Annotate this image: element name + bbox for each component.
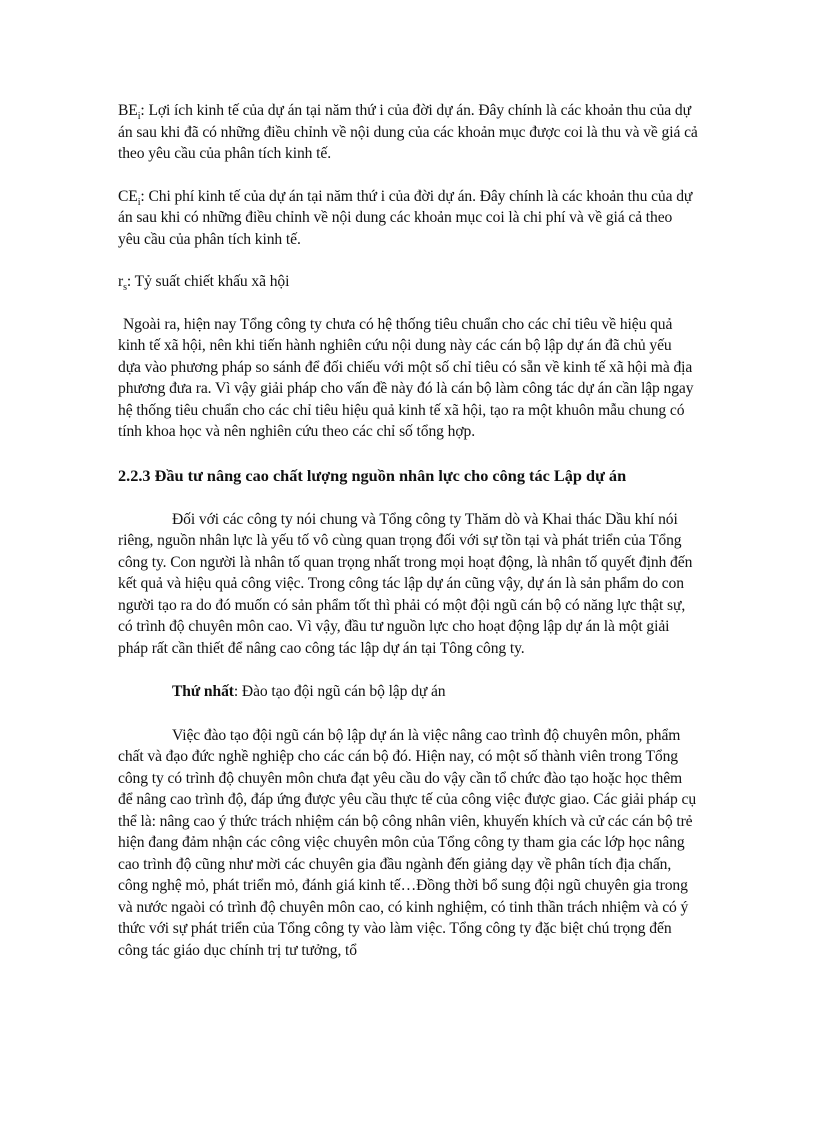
- definition-ce-text: : Chi phí kinh tế của dự án tại năm thứ i của đời dự án. Đây chính là các khoản thu của dự án sau khi có những điều chỉnh về nội dung các khoản mục coi là chi phí và về giá cả theo yêu cầu của phân tích kinh tế.: [118, 187, 693, 248]
- definition-be-text: : Lợi ích kinh tế của dự án tại năm thứ i của đời dự án. Đây chính là các khoản thu của dự án sau khi đã có những điều chỉnh về nội dung của các khoản mục được coi là thu và về giá cả theo yêu cầu của phân tích kinh tế.: [118, 102, 698, 162]
- section-heading: 2.2.3 Đầu tư nâng cao chất lượng nguồn nhân lực cho công tác Lập dự án: [118, 465, 627, 485]
- subscript-ce: i: [137, 196, 141, 208]
- subhead-label: Thứ nhất: [172, 683, 234, 700]
- paragraph-section: Đối với các công ty nói chung và Tổng công ty Thăm dò và Khai thác Dầu khí nói riêng, nguồn nhân lực là yếu tố vô cùng quan trọng đối với sự tồn tại và phát triển của Tổng công ty. Con người là nhân tố quan trọng nhất trong mọi hoạt động, là nhân tố quyết định đến kết quả và hiệu quả công việc. Trong công tác lập dự án cũng vậy, dự án là sản phẩm do con người tạo ra do đó muốn có sản phẩm tốt thì phải có một đội ngũ cán bộ có năng lực thật sự, có trình độ chuyên môn cao. Vì vậy, đầu tư nguồn lực cho hoạt động lập dự án là một giải pháp rất cần thiết để nâng cao công tác lập dự án tại Tông công ty.: [118, 510, 693, 657]
- paragraph-intro: Ngoài ra, hiện nay Tổng công ty chưa có hệ thống tiêu chuẩn cho các chỉ tiêu về hiệu quả kinh tế xã hội, nên khi tiến hành nghiên cứu nội dung này các cán bộ lập dự án đã chủ yếu dựa vào phương pháp so sánh để đối chiếu với một số chỉ tiêu có sẵn về kinh tế xã hội mà địa phương đưa ra. Vì vậy giải pháp cho vấn đề này đó là cán bộ làm công tác dự án cần lập ngay hệ thống tiêu chuẩn cho các chỉ tiêu hiệu quả kinh tế xã hội, tạo ra một khuôn mẫu chung có tính khoa học và nên nghiên cứu theo các chỉ số tổng hợp.: [118, 315, 694, 440]
- definition-rs: [118, 271, 698, 293]
- subscript-rs: s: [123, 282, 127, 294]
- definition-ce: [118, 186, 698, 251]
- paragraph-training: Việc đào tạo đội ngũ cán bộ lập dự án là việc nâng cao trình độ chuyên môn, phẩm chất và đạo đức nghề nghiệp cho các cán bộ đó. Hiện nay, có một số thành viên trong Tổng công ty có trình độ chuyên môn chưa đạt yêu cầu do vậy cần tổ chức đào tạo hoặc học thêm để nâng cao trình độ, đáp ứng được yêu cầu thực tế của công việc được giao. Các giải pháp cụ thể là: nâng cao ý thức trách nhiệm cán bộ công nhân viên, khuyến khích và cử các cán bộ trẻ hiện đang đảm nhận các công việc chuyên môn của Tổng công ty tham gia các lớp học nâng cao trình độ cũng như mời các chuyên gia đầu ngành đến giảng dạy về phân tích địa chấn, công nghệ mỏ, phát triển mỏ, đánh giá kinh tế…Đồng thời bổ sung đội ngũ chuyên gia trong và nước ngaòi có trình độ chuyên môn cao, có kinh nghiệm, có tinh thần trách nhiệm và có ý thức với sự phát triển của Tổng công ty vào làm việc. Tổng công ty đặc biệt chú trọng đến công tác giáo dục chính trị tư tưởng, tổ: [118, 726, 697, 959]
- subhead-text: : Đào tạo đội ngũ cán bộ lập dự án: [233, 683, 446, 700]
- definition-be: [118, 100, 698, 165]
- definition-rs-text: : Tỷ suất chiết khấu xã hội: [126, 273, 290, 290]
- symbol-be: BE: [118, 102, 138, 119]
- subscript-be: i: [137, 111, 141, 123]
- symbol-ce: CE: [118, 187, 138, 205]
- symbol-rs: r: [118, 273, 124, 290]
- document-page: [118, 100, 698, 983]
- subhead: [118, 681, 698, 703]
